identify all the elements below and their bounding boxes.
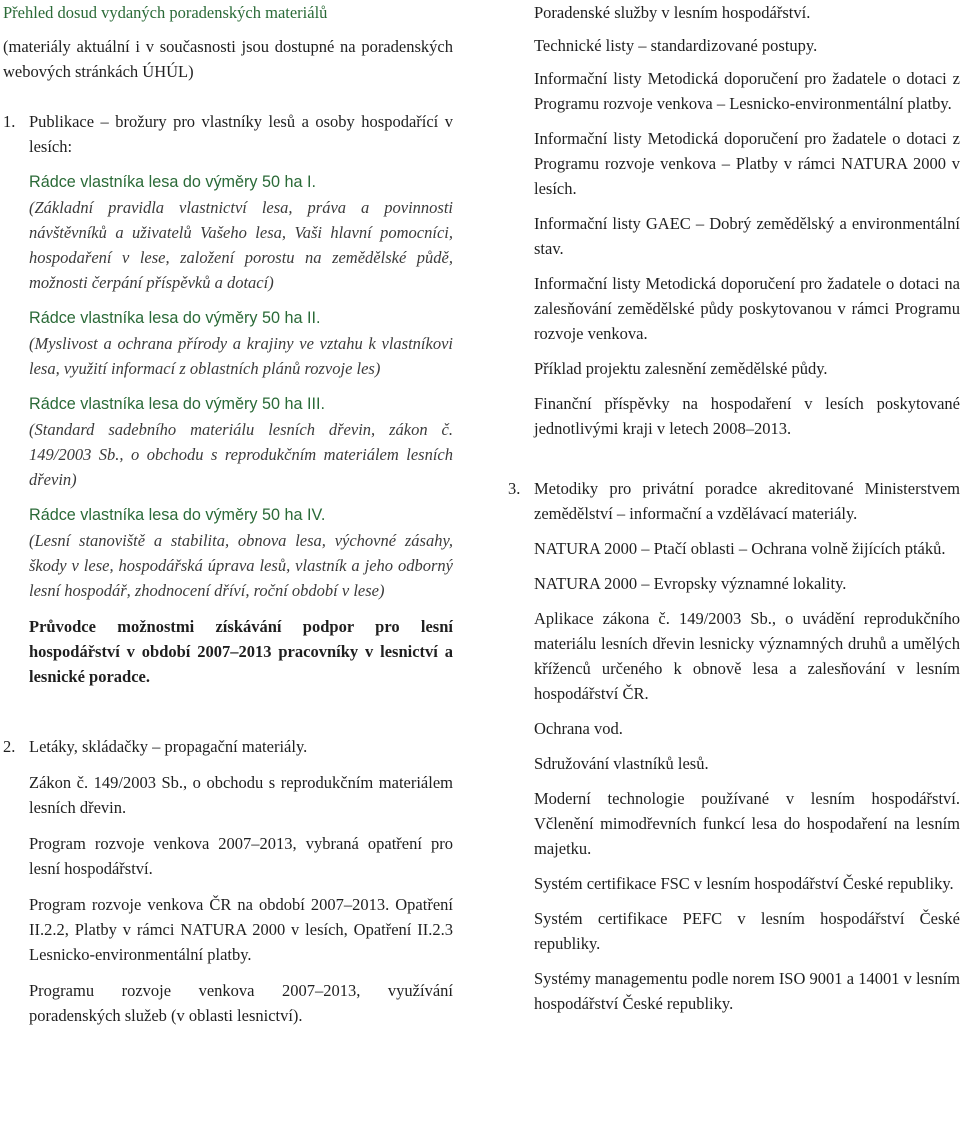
leaflet-item: Finanční příspěvky na hospodaření v lesích poskytované jednotlivými kraji v letech 2008–2013. bbox=[534, 394, 960, 438]
publication-title: Rádce vlastníka lesa do výměry 50 ha I. bbox=[29, 173, 317, 191]
methodology-item: Aplikace zákona č. 149/2003 Sb., o uvádění reprodukčního materiálu lesních dřevin lesnicky významných druhů a umělých kříženců určeného k obnově lesa a zalesňování v lesním hospodářství ČR. bbox=[534, 609, 960, 703]
publication-description: (Základní pravidla vlastnictví lesa, práva a povinnosti návštěvníků a uživatelů Vašeho lesa, Vaši hlavní pomocníci, hospodaření v lese, založení porostu na zemědělské půdě, možnosti čerpání příspěvků a dotací) bbox=[29, 198, 453, 292]
section-1-text: Publikace – brožury pro vlastníky lesů a osoby hospodařící v lesích: bbox=[29, 112, 453, 156]
section-3-number: 3. bbox=[508, 479, 521, 498]
document-heading: Přehled dosud vydaných poradenských materiálů bbox=[3, 3, 328, 22]
section-2-text: Letáky, skládačky – propagační materiály. bbox=[29, 737, 308, 756]
leaflet-item: Informační listy GAEC – Dobrý zemědělský a environmentální stav. bbox=[534, 214, 960, 258]
leaflet-item: Příklad projektu zalesnění zemědělské půdy. bbox=[534, 359, 828, 378]
methodology-item: NATURA 2000 – Evropsky významné lokality. bbox=[534, 574, 847, 593]
section-2-number: 2. bbox=[3, 737, 16, 756]
leaflet-item: Program rozvoje venkova ČR na období 2007–2013. Opatření II.2.2, Platby v rámci NATURA 2000 v lesích, Opatření II.2.3 Lesnicko-environmentální platby. bbox=[29, 895, 453, 964]
leaflet-item: Informační listy Metodická doporučení pro žadatele o dotaci na zalesňování zemědělské půdy poskytovanou v rámci Programu rozvoje venkova. bbox=[534, 274, 960, 343]
section-1 bbox=[3, 109, 453, 159]
left-column bbox=[3, 0, 453, 1028]
publication-description: (Myslivost a ochrana přírody a krajiny ve vztahu k vlastníkovi lesa, využití informací z oblastních plánů rozvoje les) bbox=[29, 334, 453, 378]
leaflet-item: Informační listy Metodická doporučení pro žadatele o dotaci z Programu rozvoje venkova – Platby v rámci NATURA 2000 v lesích. bbox=[534, 129, 960, 198]
leaflet-item: Program rozvoje venkova 2007–2013, vybraná opatření pro lesní hospodářství. bbox=[29, 834, 453, 878]
section-3 bbox=[508, 476, 960, 526]
methodology-item: Systémy managementu podle norem ISO 9001 a 14001 v lesním hospodářství České republiky. bbox=[534, 969, 960, 1013]
publication-description: (Standard sadebního materiálu lesních dřevin, zákon č. 149/2003 Sb., o obchodu s reprodukčním materiálem lesních dřevin) bbox=[29, 420, 453, 489]
leaflet-item: Zákon č. 149/2003 Sb., o obchodu s reprodukčním materiálem lesních dřevin. bbox=[29, 773, 453, 817]
methodology-item: Systém certifikace PEFC v lesním hospodářství České republiky. bbox=[534, 909, 960, 953]
leaflet-item: Poradenské služby v lesním hospodářství. bbox=[534, 3, 811, 22]
methodology-item: NATURA 2000 – Ptačí oblasti – Ochrana volně žijících ptáků. bbox=[534, 539, 946, 558]
publication-description: (Lesní stanoviště a stabilita, obnova lesa, výchovné zásahy, škody v lese, hospodářská úprava lesů, vlastník a jeho odborný lesní hospodář, zhodnocení dříví, roční období v lese) bbox=[29, 531, 453, 600]
publication-item bbox=[3, 392, 453, 492]
publication-title: Rádce vlastníka lesa do výměry 50 ha III. bbox=[29, 395, 326, 413]
section-1-number: 1. bbox=[3, 112, 16, 131]
methodology-item: Systém certifikace FSC v lesním hospodářství České republiky. bbox=[534, 874, 954, 893]
leaflet-item: Technické listy – standardizované postupy. bbox=[534, 36, 818, 55]
publication-title: Rádce vlastníka lesa do výměry 50 ha II. bbox=[29, 309, 321, 327]
publication-item bbox=[3, 306, 453, 381]
publication-title: Rádce vlastníka lesa do výměry 50 ha IV. bbox=[29, 506, 326, 524]
section-3-text: Metodiky pro privátní poradce akreditované Ministerstvem zemědělství – informační a vzdělávací materiály. bbox=[534, 479, 960, 523]
leaflet-item: Informační listy Metodická doporučení pro žadatele o dotaci z Programu rozvoje venkova – Lesnicko-environmentální platby. bbox=[534, 69, 960, 113]
publication-item bbox=[3, 503, 453, 603]
methodology-item: Sdružování vlastníků lesů. bbox=[534, 754, 709, 773]
methodology-item: Ochrana vod. bbox=[534, 719, 623, 738]
methodology-item: Moderní technologie používané v lesním hospodářství. Včlenění mimodřevních funkcí lesa do hospodaření na lesním majetku. bbox=[534, 789, 960, 858]
publication-item bbox=[3, 170, 453, 295]
guide-publication: Průvodce možnostmi získávání podpor pro lesní hospodářství v období 2007–2013 pracovníky v lesnictví a lesnické poradce. bbox=[29, 617, 453, 686]
section-2 bbox=[3, 734, 453, 759]
intro-note: (materiály aktuální i v současnosti jsou dostupné na poradenských webových stránkách ÚHÚL) bbox=[3, 37, 453, 81]
right-column bbox=[508, 0, 960, 1016]
leaflet-item: Programu rozvoje venkova 2007–2013, využívání poradenských služeb (v oblasti lesnictví). bbox=[29, 981, 453, 1025]
